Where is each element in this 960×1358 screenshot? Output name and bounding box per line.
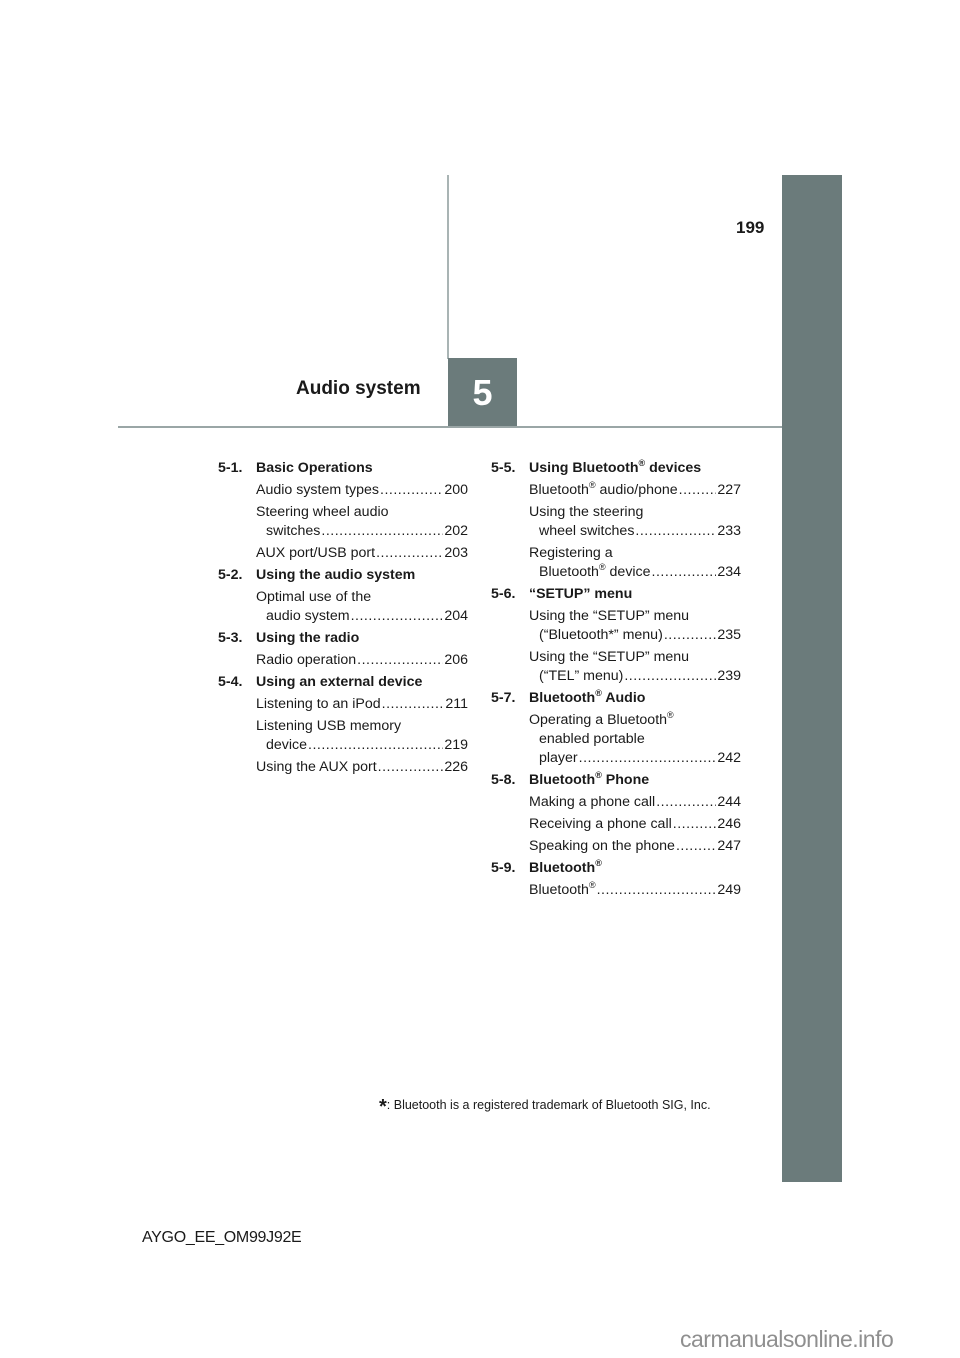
entry-title: Using the AUX port <box>256 759 377 775</box>
dot-leader <box>679 481 717 500</box>
dot-leader <box>357 651 443 670</box>
dot-leader <box>380 481 443 500</box>
entry-title: Audio system types <box>256 482 380 498</box>
toc-entry[interactable] <box>529 881 741 900</box>
section-title: Bluetooth® <box>529 858 602 876</box>
section-number: 5-7. <box>491 690 516 706</box>
dot-leader <box>673 815 717 834</box>
toc-entry[interactable] <box>256 588 468 626</box>
entry-title: enabled portable <box>539 731 645 747</box>
dot-leader <box>382 695 445 714</box>
entry-title: Using the steering <box>529 504 644 520</box>
toc-entry[interactable] <box>529 503 741 541</box>
entry-title: Bluetooth® device <box>539 562 651 580</box>
toc-entry[interactable] <box>529 711 741 768</box>
dot-leader <box>376 544 443 563</box>
entry-page-number: 202 <box>444 523 468 539</box>
dot-leader <box>378 758 444 777</box>
entry-page-number: 242 <box>717 750 741 766</box>
section-title: “SETUP” menu <box>529 586 633 602</box>
toc-entry[interactable] <box>529 544 741 582</box>
entry-page-number: 246 <box>717 816 741 832</box>
toc-right-column <box>491 459 741 900</box>
dot-leader <box>321 522 443 541</box>
toc-section-heading[interactable] <box>218 673 468 692</box>
entry-title: switches <box>266 523 321 539</box>
dot-leader <box>635 522 716 541</box>
toc-section-heading[interactable] <box>491 771 741 790</box>
entry-title: wheel switches <box>539 523 635 539</box>
entry-page-number: 226 <box>444 759 468 775</box>
entry-title: (“TEL” menu) <box>539 668 624 684</box>
entry-page-number: 235 <box>717 627 741 643</box>
section-title: Using the radio <box>256 630 360 646</box>
page-number: 199 <box>736 218 765 237</box>
entry-title: (“Bluetooth*” menu) <box>539 627 663 643</box>
section-title: Using Bluetooth® devices <box>529 458 702 476</box>
toc-entry[interactable] <box>529 607 741 645</box>
entry-title: AUX port/USB port <box>256 545 376 561</box>
section-number: 5-8. <box>491 772 516 788</box>
toc-section-heading[interactable] <box>218 459 468 478</box>
dot-leader <box>652 563 717 582</box>
toc-left-column <box>218 459 468 777</box>
toc-entry[interactable] <box>529 648 741 686</box>
entry-title: Using the “SETUP” menu <box>529 608 690 624</box>
section-title: Using the audio system <box>256 567 416 583</box>
section-number: 5-2. <box>218 567 243 583</box>
toc-entry[interactable] <box>256 481 468 500</box>
chapter-number-box <box>448 358 517 427</box>
entry-title: device <box>266 737 308 753</box>
section-title: Bluetooth® Audio <box>529 688 646 706</box>
document-code: AYGO_EE_OM99J92E <box>142 1229 302 1246</box>
section-number: 5-3. <box>218 630 243 646</box>
entry-title: Listening to an iPod <box>256 696 381 712</box>
entry-title: Bluetooth® <box>529 880 596 898</box>
dot-leader <box>676 837 716 856</box>
toc-section-heading[interactable] <box>218 566 468 585</box>
footnote-text: : Bluetooth is a registered trademark of Bluetooth SIG, Inc. <box>386 1098 711 1112</box>
toc-entry[interactable] <box>256 758 468 777</box>
entry-title: Bluetooth® audio/phone <box>529 480 678 498</box>
toc-entry[interactable] <box>256 544 468 563</box>
entry-page-number: 239 <box>717 668 741 684</box>
entry-page-number: 219 <box>444 737 468 753</box>
section-title: Bluetooth® Phone <box>529 770 650 788</box>
chapter-title: Audio system <box>296 378 421 399</box>
entry-title: Radio operation <box>256 652 357 668</box>
entry-title: Registering a <box>529 545 613 561</box>
entry-page-number: 227 <box>717 482 741 498</box>
toc-entry[interactable] <box>529 837 741 856</box>
entry-title: player <box>539 750 578 766</box>
toc-entry[interactable] <box>256 651 468 670</box>
entry-title: audio system <box>266 608 350 624</box>
toc-section-heading[interactable] <box>491 585 741 604</box>
section-number: 5-6. <box>491 586 516 602</box>
entry-page-number: 249 <box>717 882 741 898</box>
entry-title: Listening USB memory <box>256 718 402 734</box>
entry-page-number: 247 <box>717 838 741 854</box>
toc-entry[interactable] <box>529 815 741 834</box>
dot-leader <box>624 667 716 686</box>
toc-section-heading[interactable] <box>491 459 741 478</box>
section-number: 5-4. <box>218 674 243 690</box>
chapter-side-tab <box>782 175 842 1182</box>
entry-page-number: 244 <box>717 794 741 810</box>
toc-entry[interactable] <box>256 717 468 755</box>
section-number: 5-9. <box>491 860 516 876</box>
entry-title: Speaking on the phone <box>529 838 675 854</box>
toc-section-heading[interactable] <box>218 629 468 648</box>
toc-entry[interactable] <box>529 793 741 812</box>
toc-entry[interactable] <box>529 481 741 500</box>
section-title: Using an external device <box>256 674 423 690</box>
watermark[interactable]: carmanualsonline.info <box>680 1326 894 1352</box>
header-divider-vertical <box>447 175 449 359</box>
header-rule <box>118 426 782 428</box>
chapter-number: 5 <box>472 371 493 413</box>
toc-section-heading[interactable] <box>491 859 741 878</box>
section-title: Basic Operations <box>256 460 373 476</box>
entry-title: Optimal use of the <box>256 589 372 605</box>
footnote-marker: * <box>379 1096 387 1118</box>
entry-page-number: 233 <box>717 523 741 539</box>
toc-entry[interactable] <box>256 695 468 714</box>
entry-title: Receiving a phone call <box>529 816 672 832</box>
entry-title: Steering wheel audio <box>256 504 389 520</box>
dot-leader <box>597 881 717 900</box>
entry-title: Operating a Bluetooth® <box>529 710 674 728</box>
section-number: 5-5. <box>491 460 516 476</box>
entry-page-number: 206 <box>444 652 468 668</box>
entry-page-number: 204 <box>444 608 468 624</box>
entry-title: Using the “SETUP” menu <box>529 649 690 665</box>
footnote <box>379 1096 711 1119</box>
dot-leader <box>579 749 717 768</box>
dot-leader <box>308 736 443 755</box>
toc-section-heading[interactable] <box>491 689 741 708</box>
entry-page-number: 211 <box>445 696 468 712</box>
dot-leader <box>351 607 444 626</box>
entry-page-number: 203 <box>444 545 468 561</box>
toc-entry[interactable] <box>256 503 468 541</box>
dot-leader <box>664 626 717 645</box>
entry-page-number: 200 <box>444 482 468 498</box>
entry-title: Making a phone call <box>529 794 656 810</box>
entry-page-number: 234 <box>717 564 741 580</box>
section-number: 5-1. <box>218 460 243 476</box>
dot-leader <box>656 793 716 812</box>
